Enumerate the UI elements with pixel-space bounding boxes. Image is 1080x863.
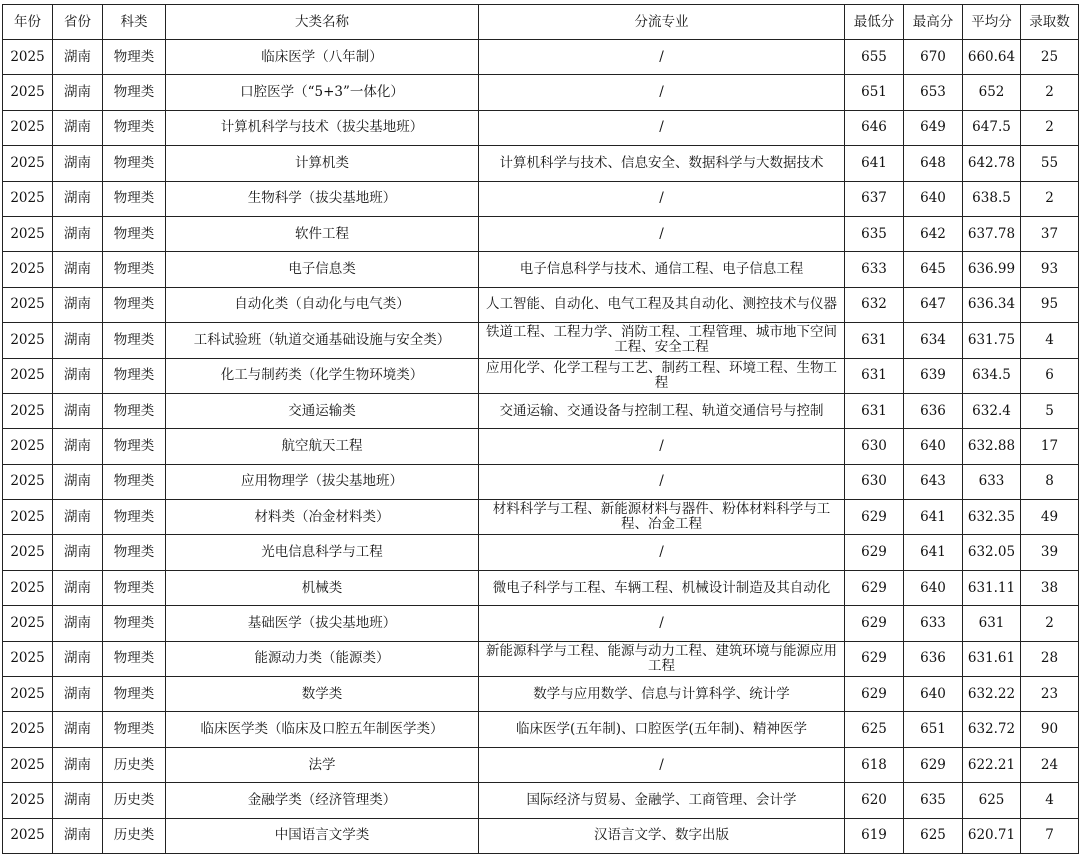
subject-type-cell: 物理类 [103,500,166,535]
admitted-count-cell: 2 [1021,606,1079,641]
subject-type-cell: 物理类 [103,712,166,747]
diverted-majors-cell: 临床医学(五年制)、口腔医学(五年制)、精神医学 [479,712,845,747]
diverted-majors-cell: 数学与应用数学、信息与计算科学、统计学 [479,677,845,712]
min-score-cell: 630 [845,429,904,464]
category-name-cell: 计算机类 [166,146,479,181]
subject-type-cell: 历史类 [103,783,166,818]
min-score-cell: 637 [845,181,904,216]
avg-score-cell: 642.78 [963,146,1021,181]
admitted-count-cell: 23 [1021,677,1079,712]
diverted-majors-cell: / [479,535,845,570]
diverted-majors-cell: 材料科学与工程、新能源材料与器件、粉体材料科学与工程、冶金工程 [479,500,845,535]
province-cell: 湖南 [53,747,103,782]
diverted-majors-cell: / [479,216,845,251]
max-score-cell: 634 [904,323,963,358]
table-row [3,677,1079,712]
admitted-count-cell: 38 [1021,570,1079,605]
table-row [3,570,1079,605]
admitted-count-cell: 55 [1021,146,1079,181]
year-cell: 2025 [3,606,53,641]
diverted-majors-cell: / [479,606,845,641]
table-row [3,393,1079,428]
subject-type-cell: 物理类 [103,570,166,605]
subject-type-cell: 物理类 [103,287,166,322]
table-row [3,641,1079,676]
table-row [3,110,1079,145]
category-name-cell: 交通运输类 [166,393,479,428]
subject-type-cell: 物理类 [103,40,166,75]
category-name-cell: 自动化类（自动化与电气类） [166,287,479,322]
subject-type-cell: 物理类 [103,641,166,676]
max-score-cell: 629 [904,747,963,782]
max-score-cell: 670 [904,40,963,75]
table-row [3,747,1079,782]
admitted-count-cell: 37 [1021,216,1079,251]
category-name-cell: 临床医学（八年制） [166,40,479,75]
max-score-cell: 643 [904,464,963,499]
avg-score-cell: 632.35 [963,500,1021,535]
max-score-cell: 633 [904,606,963,641]
admitted-count-cell: 8 [1021,464,1079,499]
min-score-cell: 646 [845,110,904,145]
avg-score-cell: 636.34 [963,287,1021,322]
year-cell: 2025 [3,393,53,428]
year-cell: 2025 [3,216,53,251]
min-score-cell: 631 [845,323,904,358]
avg-score-cell: 631.75 [963,323,1021,358]
max-score-cell: 640 [904,677,963,712]
diverted-majors-cell: / [479,75,845,110]
admitted-count-header: 录取数 [1021,5,1079,40]
admitted-count-cell: 7 [1021,818,1079,853]
avg-score-cell: 638.5 [963,181,1021,216]
min-score-cell: 629 [845,677,904,712]
subject-type-cell: 物理类 [103,323,166,358]
province-cell: 湖南 [53,393,103,428]
avg-score-cell: 622.21 [963,747,1021,782]
subject-type-cell: 物理类 [103,216,166,251]
admitted-count-cell: 49 [1021,500,1079,535]
admitted-count-cell: 95 [1021,287,1079,322]
province-cell: 湖南 [53,252,103,287]
province-cell: 湖南 [53,570,103,605]
category-name-cell: 电子信息类 [166,252,479,287]
subject-type-cell: 物理类 [103,358,166,393]
admitted-count-cell: 24 [1021,747,1079,782]
subject-type-cell: 物理类 [103,252,166,287]
category-name-cell: 生物科学（拔尖基地班） [166,181,479,216]
max-score-cell: 641 [904,535,963,570]
min-score-cell: 632 [845,287,904,322]
min-score-cell: 631 [845,358,904,393]
avg-score-cell: 637.78 [963,216,1021,251]
province-cell: 湖南 [53,287,103,322]
min-score-cell: 651 [845,75,904,110]
diverted-majors-cell: 应用化学、化学工程与工艺、制药工程、环境工程、生物工程 [479,358,845,393]
admitted-count-cell: 28 [1021,641,1079,676]
category-name-cell: 口腔医学（“5+3”一体化） [166,75,479,110]
diverted-majors-cell: 国际经济与贸易、金融学、工商管理、会计学 [479,783,845,818]
category-name-cell: 中国语言文学类 [166,818,479,853]
diverted-majors-cell: 交通运输、交通设备与控制工程、轨道交通信号与控制 [479,393,845,428]
year-cell: 2025 [3,818,53,853]
admitted-count-cell: 90 [1021,712,1079,747]
year-cell: 2025 [3,464,53,499]
category-name-cell: 能源动力类（能源类） [166,641,479,676]
admitted-count-cell: 25 [1021,40,1079,75]
year-cell: 2025 [3,535,53,570]
province-cell: 湖南 [53,606,103,641]
subject-type-cell: 物理类 [103,181,166,216]
diverted-majors-cell: 计算机科学与技术、信息安全、数据科学与大数据技术 [479,146,845,181]
avg-score-cell: 631 [963,606,1021,641]
category-name-cell: 计算机科学与技术（拔尖基地班） [166,110,479,145]
admitted-count-cell: 39 [1021,535,1079,570]
max-score-cell: 653 [904,75,963,110]
subject-type-header: 科类 [103,5,166,40]
diverted-majors-cell: / [479,747,845,782]
year-cell: 2025 [3,110,53,145]
subject-type-cell: 历史类 [103,747,166,782]
avg-score-cell: 660.64 [963,40,1021,75]
avg-score-cell: 632.4 [963,393,1021,428]
province-cell: 湖南 [53,216,103,251]
max-score-cell: 635 [904,783,963,818]
province-header: 省份 [53,5,103,40]
table-row [3,464,1079,499]
category-name-cell: 机械类 [166,570,479,605]
max-score-cell: 640 [904,181,963,216]
subject-type-cell: 物理类 [103,429,166,464]
province-cell: 湖南 [53,358,103,393]
admission-scores-table [2,4,1079,854]
min-score-cell: 620 [845,783,904,818]
min-score-cell: 633 [845,252,904,287]
year-cell: 2025 [3,641,53,676]
table-row [3,287,1079,322]
avg-score-cell: 620.71 [963,818,1021,853]
diverted-majors-cell: / [479,429,845,464]
max-score-cell: 641 [904,500,963,535]
subject-type-cell: 历史类 [103,818,166,853]
max-score-cell: 648 [904,146,963,181]
category-name-cell: 光电信息科学与工程 [166,535,479,570]
diverted-majors-cell: 微电子科学与工程、车辆工程、机械设计制造及其自动化 [479,570,845,605]
year-cell: 2025 [3,358,53,393]
diverted-majors-cell: 汉语言文学、数字出版 [479,818,845,853]
avg-score-cell: 652 [963,75,1021,110]
max-score-cell: 640 [904,570,963,605]
table-row [3,712,1079,747]
avg-score-cell: 634.5 [963,358,1021,393]
avg-score-cell: 632.72 [963,712,1021,747]
year-cell: 2025 [3,146,53,181]
min-score-cell: 629 [845,570,904,605]
year-cell: 2025 [3,747,53,782]
year-cell: 2025 [3,783,53,818]
province-cell: 湖南 [53,535,103,570]
year-cell: 2025 [3,287,53,322]
category-name-cell: 软件工程 [166,216,479,251]
max-score-cell: 647 [904,287,963,322]
avg-score-cell: 632.88 [963,429,1021,464]
subject-type-cell: 物理类 [103,146,166,181]
avg-score-cell: 631.61 [963,641,1021,676]
diverted-majors-cell: 铁道工程、工程力学、消防工程、工程管理、城市地下空间工程、安全工程 [479,323,845,358]
table-row [3,358,1079,393]
province-cell: 湖南 [53,110,103,145]
subject-type-cell: 物理类 [103,535,166,570]
avg-score-cell: 636.99 [963,252,1021,287]
min-score-cell: 629 [845,535,904,570]
province-cell: 湖南 [53,818,103,853]
min-score-cell: 641 [845,146,904,181]
category-name-header: 大类名称 [166,5,479,40]
subject-type-cell: 物理类 [103,75,166,110]
subject-type-cell: 物理类 [103,464,166,499]
year-cell: 2025 [3,40,53,75]
subject-type-cell: 物理类 [103,393,166,428]
table-row [3,535,1079,570]
year-cell: 2025 [3,181,53,216]
province-cell: 湖南 [53,429,103,464]
province-cell: 湖南 [53,464,103,499]
diverted-majors-cell: 人工智能、自动化、电气工程及其自动化、测控技术与仪器 [479,287,845,322]
admitted-count-cell: 2 [1021,181,1079,216]
province-cell: 湖南 [53,783,103,818]
table-row [3,783,1079,818]
min-score-cell: 618 [845,747,904,782]
table-row [3,323,1079,358]
province-cell: 湖南 [53,500,103,535]
subject-type-cell: 物理类 [103,110,166,145]
province-cell: 湖南 [53,146,103,181]
max-score-header: 最高分 [904,5,963,40]
year-cell: 2025 [3,677,53,712]
table-row [3,606,1079,641]
year-cell: 2025 [3,570,53,605]
table-row [3,500,1079,535]
category-name-cell: 金融学类（经济管理类） [166,783,479,818]
subject-type-cell: 物理类 [103,677,166,712]
table-row [3,146,1079,181]
diverted-majors-cell: / [479,40,845,75]
max-score-cell: 651 [904,712,963,747]
diverted-majors-cell: / [479,464,845,499]
min-score-cell: 619 [845,818,904,853]
province-cell: 湖南 [53,181,103,216]
category-name-cell: 数学类 [166,677,479,712]
avg-score-cell: 631.11 [963,570,1021,605]
max-score-cell: 639 [904,358,963,393]
province-cell: 湖南 [53,712,103,747]
diverted-majors-cell: / [479,110,845,145]
admitted-count-cell: 5 [1021,393,1079,428]
max-score-cell: 636 [904,393,963,428]
admitted-count-cell: 2 [1021,75,1079,110]
province-cell: 湖南 [53,323,103,358]
province-cell: 湖南 [53,641,103,676]
table-row [3,216,1079,251]
max-score-cell: 649 [904,110,963,145]
admitted-count-cell: 17 [1021,429,1079,464]
category-name-cell: 应用物理学（拔尖基地班） [166,464,479,499]
avg-score-header: 平均分 [963,5,1021,40]
subject-type-cell: 物理类 [103,606,166,641]
province-cell: 湖南 [53,40,103,75]
avg-score-cell: 647.5 [963,110,1021,145]
year-header: 年份 [3,5,53,40]
min-score-cell: 635 [845,216,904,251]
table-row [3,181,1079,216]
category-name-cell: 化工与制药类（化学生物环境类） [166,358,479,393]
max-score-cell: 636 [904,641,963,676]
table-header [3,5,1079,40]
max-score-cell: 645 [904,252,963,287]
min-score-cell: 625 [845,712,904,747]
avg-score-cell: 625 [963,783,1021,818]
max-score-cell: 625 [904,818,963,853]
admitted-count-cell: 4 [1021,323,1079,358]
category-name-cell: 材料类（冶金材料类） [166,500,479,535]
diverted-majors-cell: / [479,181,845,216]
header-row [3,5,1079,40]
diverted-majors-cell: 新能源科学与工程、能源与动力工程、建筑环境与能源应用工程 [479,641,845,676]
category-name-cell: 工科试验班（轨道交通基础设施与安全类） [166,323,479,358]
year-cell: 2025 [3,252,53,287]
year-cell: 2025 [3,712,53,747]
table-row [3,429,1079,464]
table-body [3,40,1079,854]
diverted-majors-header: 分流专业 [479,5,845,40]
avg-score-cell: 632.22 [963,677,1021,712]
min-score-cell: 629 [845,606,904,641]
admitted-count-cell: 2 [1021,110,1079,145]
diverted-majors-cell: 电子信息科学与技术、通信工程、电子信息工程 [479,252,845,287]
min-score-cell: 630 [845,464,904,499]
avg-score-cell: 632.05 [963,535,1021,570]
table-row [3,75,1079,110]
min-score-header: 最低分 [845,5,904,40]
admitted-count-cell: 6 [1021,358,1079,393]
min-score-cell: 629 [845,500,904,535]
province-cell: 湖南 [53,677,103,712]
category-name-cell: 航空航天工程 [166,429,479,464]
table-row [3,252,1079,287]
table-row [3,40,1079,75]
max-score-cell: 640 [904,429,963,464]
year-cell: 2025 [3,323,53,358]
province-cell: 湖南 [53,75,103,110]
admitted-count-cell: 93 [1021,252,1079,287]
max-score-cell: 642 [904,216,963,251]
min-score-cell: 631 [845,393,904,428]
min-score-cell: 629 [845,641,904,676]
category-name-cell: 法学 [166,747,479,782]
min-score-cell: 655 [845,40,904,75]
category-name-cell: 临床医学类（临床及口腔五年制医学类） [166,712,479,747]
admitted-count-cell: 4 [1021,783,1079,818]
year-cell: 2025 [3,75,53,110]
year-cell: 2025 [3,500,53,535]
avg-score-cell: 633 [963,464,1021,499]
category-name-cell: 基础医学（拔尖基地班） [166,606,479,641]
table-row [3,818,1079,853]
year-cell: 2025 [3,429,53,464]
